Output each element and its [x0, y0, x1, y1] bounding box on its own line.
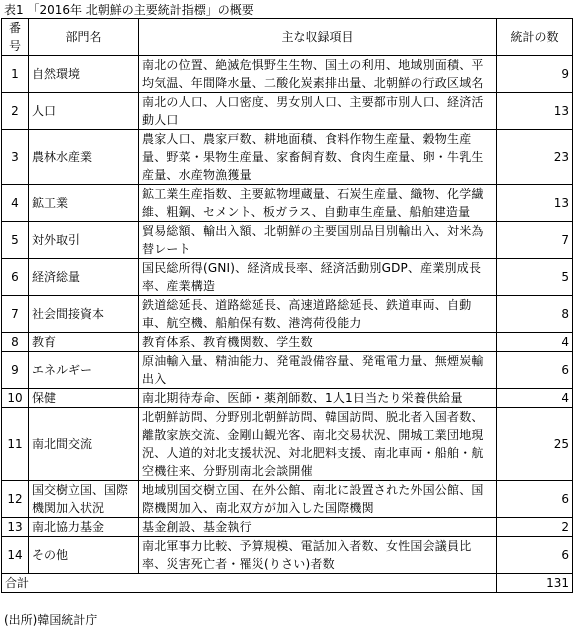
- row-count: 4: [497, 389, 573, 408]
- row-no: 5: [2, 222, 29, 259]
- header-items: 主な収録項目: [139, 19, 497, 56]
- row-count: 8: [497, 296, 573, 333]
- table-row: [2, 130, 573, 185]
- row-no: 12: [2, 481, 29, 518]
- table-row: [2, 389, 573, 408]
- row-items: 南北の人口、人口密度、男女別人口、主要都市別人口、経済活動人口: [139, 93, 497, 130]
- row-no: 9: [2, 352, 29, 389]
- row-category: 対外取引: [29, 222, 139, 259]
- header-category: 部門名: [29, 19, 139, 56]
- header-no: 番号: [2, 19, 29, 56]
- total-row: [2, 574, 573, 593]
- table-row: [2, 518, 573, 537]
- row-no: 8: [2, 333, 29, 352]
- row-count: 13: [497, 93, 573, 130]
- row-items: 南北軍事力比較、予算規模、電話加入者数、女性国会議員比率、災害死亡者・罹災(りさい)者数: [139, 537, 497, 574]
- table-row: [2, 56, 573, 93]
- row-category: 国交樹立国、国際機関加入状況: [29, 481, 139, 518]
- row-count: 2: [497, 518, 573, 537]
- row-count: 9: [497, 56, 573, 93]
- total-count: 131: [497, 574, 573, 593]
- row-count: 6: [497, 537, 573, 574]
- row-no: 13: [2, 518, 29, 537]
- row-count: 5: [497, 259, 573, 296]
- row-category: その他: [29, 537, 139, 574]
- table-row: [2, 408, 573, 481]
- row-items: 国民総所得(GNI)、経済成長率、経済活動別GDP、産業別成長率、産業構造: [139, 259, 497, 296]
- row-category: 南北間交流: [29, 408, 139, 481]
- table-row: [2, 259, 573, 296]
- row-no: 10: [2, 389, 29, 408]
- table-row: [2, 185, 573, 222]
- table-row: [2, 352, 573, 389]
- row-items: 鉄道総延長、道路総延長、高速道路総延長、鉄道車両、自動車、航空機、船舶保有数、港湾荷役能力: [139, 296, 497, 333]
- row-category: 南北協力基金: [29, 518, 139, 537]
- header-count: 統計の数: [497, 19, 573, 56]
- row-count: 13: [497, 185, 573, 222]
- total-label: 合計: [2, 574, 497, 593]
- row-category: 農林水産業: [29, 130, 139, 185]
- row-items: 教育体系、教育機関数、学生数: [139, 333, 497, 352]
- row-count: 6: [497, 481, 573, 518]
- row-items: 基金創設、基金執行: [139, 518, 497, 537]
- row-category: 鉱工業: [29, 185, 139, 222]
- row-category: 人口: [29, 93, 139, 130]
- row-no: 6: [2, 259, 29, 296]
- row-category: エネルギー: [29, 352, 139, 389]
- statistics-table: [1, 18, 573, 593]
- table-caption: 表1 「2016年 北朝鮮の主要統計指標」の概要: [4, 3, 254, 17]
- row-no: 1: [2, 56, 29, 93]
- row-count: 23: [497, 130, 573, 185]
- row-items: 鉱工業生産指数、主要鉱物埋蔵量、石炭生産量、織物、化学繊維、粗鋼、セメント、板ガラス、自動車生産量、船舶建造量: [139, 185, 497, 222]
- row-items: 北朝鮮訪問、分野別北朝鮮訪問、韓国訪問、脱北者入国者数、離散家族交流、金剛山観光客、南北交易状況、開城工業団地現況、人道的対北支援状況、対北肥料支援、南北車両・船舶・航空機往来、分野別南北会談開催: [139, 408, 497, 481]
- row-count: 25: [497, 408, 573, 481]
- source-note: (出所)韓国統計庁: [4, 613, 98, 627]
- row-category: 教育: [29, 333, 139, 352]
- row-no: 7: [2, 296, 29, 333]
- row-items: 地域別国交樹立国、在外公館、南北に設置された外国公館、国際機関加入、南北双方が加入した国際機関: [139, 481, 497, 518]
- row-items: 南北期待寿命、医師・薬剤師数、1人1日当たり栄養供給量: [139, 389, 497, 408]
- table-row: [2, 481, 573, 518]
- row-category: 自然環境: [29, 56, 139, 93]
- row-count: 4: [497, 333, 573, 352]
- table-row: [2, 333, 573, 352]
- row-items: 貿易総額、輸出入額、北朝鮮の主要国別品目別輸出入、対米為替レート: [139, 222, 497, 259]
- row-no: 14: [2, 537, 29, 574]
- row-no: 3: [2, 130, 29, 185]
- table-row: [2, 537, 573, 574]
- row-count: 6: [497, 352, 573, 389]
- header-row: [2, 19, 573, 56]
- row-category: 保健: [29, 389, 139, 408]
- row-category: 経済総量: [29, 259, 139, 296]
- row-category: 社会間接資本: [29, 296, 139, 333]
- row-count: 7: [497, 222, 573, 259]
- row-no: 4: [2, 185, 29, 222]
- row-items: 原油輸入量、精油能力、発電設備容量、発電電力量、無煙炭輸出入: [139, 352, 497, 389]
- table-row: [2, 296, 573, 333]
- row-no: 11: [2, 408, 29, 481]
- table-row: [2, 93, 573, 130]
- table-row: [2, 222, 573, 259]
- row-items: 南北の位置、絶滅危惧野生生物、国土の利用、地域別面積、平均気温、年間降水量、二酸化炭素排出量、北朝鮮の行政区域名: [139, 56, 497, 93]
- row-no: 2: [2, 93, 29, 130]
- row-items: 農家人口、農家戸数、耕地面積、食料作物生産量、穀物生産量、野菜・果物生産量、家畜飼育数、食肉生産量、卵・牛乳生産量、水産物漁獲量: [139, 130, 497, 185]
